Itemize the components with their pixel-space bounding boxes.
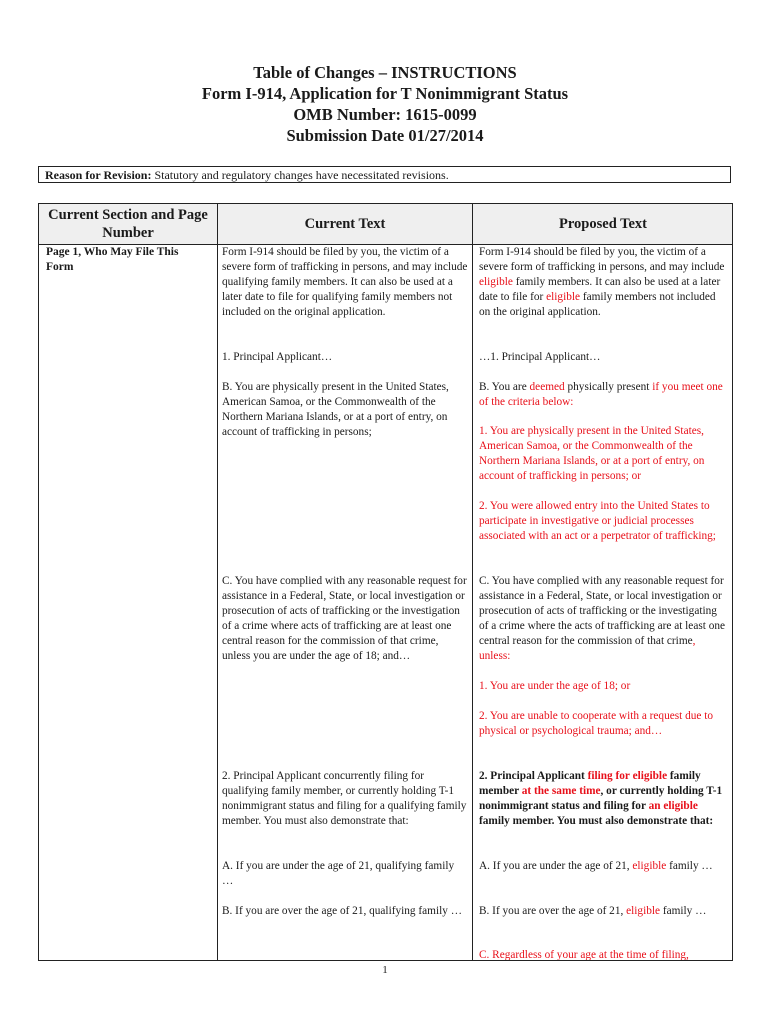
page-number: 1 bbox=[382, 964, 388, 976]
current-paragraph: 1. Principal Applicant… bbox=[222, 351, 333, 363]
proposed-text-run: Form I-914 should be filed by you, the victim of a severe form of trafficking in persons, and may include bbox=[479, 246, 725, 273]
proposed-text-run: family member bbox=[479, 770, 701, 797]
current-paragraph: 2. Principal Applicant concurrently filing for qualifying family member, or currently holding T-1 nonimmigrant status and filing for a qualifying family member. You must also demonstrate that: bbox=[222, 770, 467, 827]
proposed-revision-run: eligible bbox=[632, 860, 667, 872]
current-paragraph: Form I-914 should be filed by you, the victim of a severe form of trafficking in persons, and may include qualifying family members. It can also be used at a later date to file for qualifying family members not included on the original application. bbox=[222, 246, 468, 318]
proposed-text-run: , or currently holding T-1 nonimmigrant status and filing for bbox=[479, 785, 723, 812]
reason-for-revision bbox=[38, 166, 731, 183]
proposed-revision-run: eligible bbox=[546, 291, 581, 303]
current-paragraph: B. If you are over the age of 21, qualifying family … bbox=[222, 905, 462, 917]
proposed-revision-run: deemed bbox=[529, 381, 565, 393]
header-section: Current Section and Page Number bbox=[48, 207, 208, 241]
column-divider bbox=[217, 204, 218, 960]
current-paragraph: B. You are physically present in the United States, American Samoa, or the Commonwealth of the Northern Mariana Islands, or at a port of entry, on account of trafficking in persons; bbox=[222, 381, 449, 438]
proposed-paragraph: 1. You are physically present in the United States, American Samoa, or the Commonwealth of the Northern Mariana Islands, or at a port of entry, on account of trafficking in persons; or bbox=[479, 425, 705, 482]
proposed-text-run: family members. It can also be used at a later date to file for bbox=[479, 276, 721, 303]
proposed-revision-run: filing for eligible bbox=[587, 770, 668, 782]
proposed-text-run: family … bbox=[660, 905, 707, 917]
proposed-text-run: C. You have complied with any reasonable request for assistance in a Federal, State, or local investigation or prosecution of acts of trafficking or the investigating of a crime where the acts of trafficking are at least one central reason for the commission of that crime bbox=[479, 575, 726, 647]
reason-label: Reason for Revision: bbox=[45, 168, 152, 182]
proposed-paragraph: 2. You were allowed entry into the United States to participate in investigative or judicial processes associated with an act or a perpetrator of trafficking; bbox=[479, 500, 716, 542]
proposed-revision-run: an eligible bbox=[648, 800, 698, 812]
proposed-text-run: physically present bbox=[564, 381, 653, 393]
title-line-3: OMB Number: 1615-0099 bbox=[293, 105, 477, 124]
proposed-text-run: 2. Principal Applicant bbox=[479, 770, 588, 782]
current-paragraph: C. You have complied with any reasonable request for assistance in a Federal, State, or local investigation or prosecution of acts of trafficking or the investigation of a crime where acts of trafficking are at least one central reason for the commission of that crime, unless you are under the age of 18; and… bbox=[222, 575, 467, 662]
proposed-revision-run: eligible bbox=[626, 905, 661, 917]
proposed-text-run: family member. You must also demonstrate that: bbox=[479, 815, 714, 827]
proposed-paragraph bbox=[479, 859, 729, 874]
proposed-paragraph: …1. Principal Applicant… bbox=[479, 351, 601, 363]
changes-table bbox=[38, 203, 733, 961]
proposed-paragraph bbox=[479, 245, 729, 320]
proposed-paragraph bbox=[479, 904, 729, 919]
header-proposed-text: Proposed Text bbox=[559, 216, 647, 232]
proposed-revision-run: if you meet one of the criteria below: bbox=[479, 381, 723, 408]
proposed-paragraph bbox=[479, 380, 729, 410]
title-line-1: Table of Changes – INSTRUCTIONS bbox=[253, 63, 517, 82]
proposed-revision-run: , unless: bbox=[479, 635, 696, 662]
proposed-text-run: family … bbox=[666, 860, 713, 872]
proposed-text-run: B. If you are over the age of 21, bbox=[479, 905, 627, 917]
proposed-paragraph bbox=[479, 574, 729, 664]
title-line-4: Submission Date 01/27/2014 bbox=[286, 126, 484, 145]
proposed-revision-run: eligible bbox=[479, 276, 513, 288]
current-paragraph: A. If you are under the age of 21, qualifying family … bbox=[222, 860, 455, 887]
proposed-text-run: A. If you are under the age of 21, bbox=[479, 860, 633, 872]
proposed-paragraph: 2. You are unable to cooperate with a request due to physical or psychological trauma; and… bbox=[479, 710, 714, 737]
section-page-label: Page 1, Who May File This Form bbox=[46, 246, 179, 273]
proposed-paragraph bbox=[479, 769, 729, 829]
proposed-text-run: B. You are bbox=[479, 381, 530, 393]
title-line-2: Form I-914, Application for T Nonimmigrant Status bbox=[201, 84, 569, 103]
column-divider bbox=[472, 204, 473, 960]
proposed-text-run: family members not included on the original application. bbox=[479, 291, 716, 318]
proposed-paragraph: C. Regardless of your age at the time of filing, bbox=[479, 949, 689, 961]
document-title bbox=[0, 62, 770, 146]
header-current-text: Current Text bbox=[304, 216, 386, 232]
reason-text: Statutory and regulatory changes have necessitated revisions. bbox=[154, 168, 449, 182]
proposed-revision-run: at the same time bbox=[521, 785, 601, 797]
proposed-paragraph: 1. You are under the age of 18; or bbox=[479, 680, 631, 692]
